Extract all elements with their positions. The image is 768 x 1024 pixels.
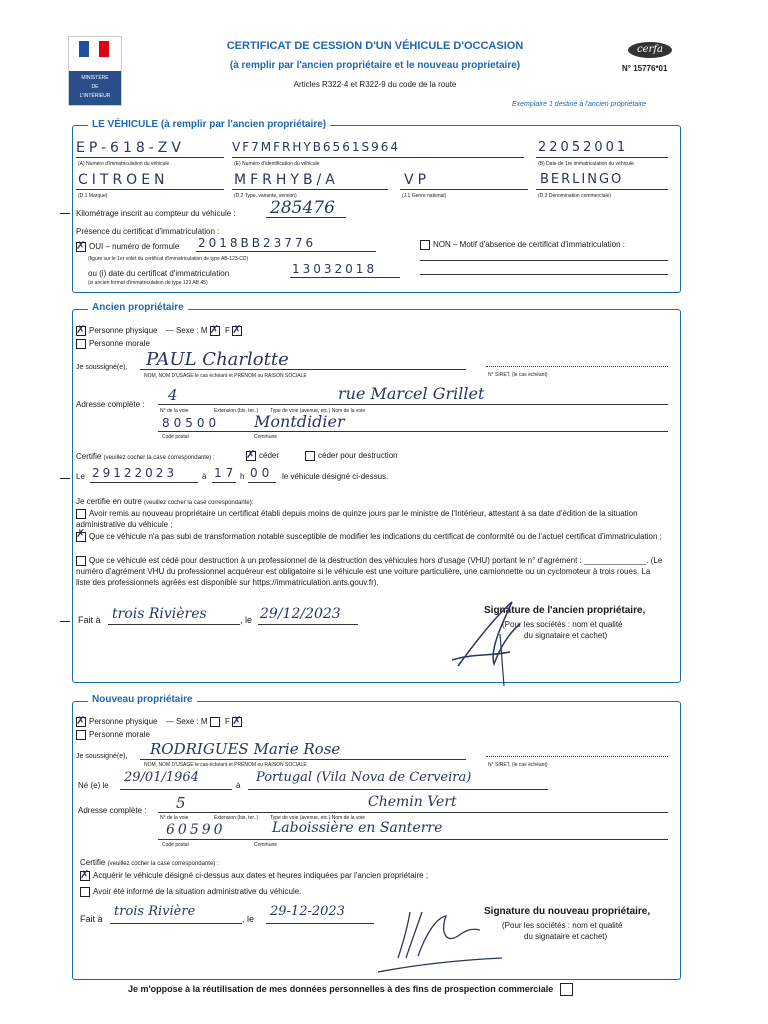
commercial-name-caption: (D.3 Dénomination commerciale) bbox=[538, 193, 612, 199]
ceder-checkbox[interactable] bbox=[246, 451, 256, 461]
seller-h-label: h bbox=[240, 472, 245, 481]
ceder-destruction-label: céder pour destruction bbox=[318, 451, 398, 461]
buyer-check1-checkbox[interactable] bbox=[80, 871, 90, 881]
opt-out-checkbox[interactable] bbox=[560, 983, 573, 996]
ministry-name-line-3: L'INTÉRIEUR bbox=[79, 93, 111, 99]
seller-a-label: à bbox=[202, 472, 207, 481]
ministry-name-line-1: MINISTÈRE bbox=[81, 75, 109, 81]
buyer-siret-caption: N° SIRET, (le cas échéant) bbox=[488, 762, 548, 768]
buyer-sexe-label: — Sexe : M bbox=[165, 717, 208, 727]
form-subtitle: (à remplir par l'ancien propriétaire et le nouveau proprietaire) bbox=[229, 60, 521, 71]
buyer-address-label: Adresse complète : bbox=[78, 806, 147, 815]
oui-checkbox[interactable] bbox=[76, 242, 86, 252]
seller-fait-a: Fait à bbox=[78, 615, 101, 625]
buyer-certifie-label: Certifie bbox=[80, 858, 106, 867]
buyer-physique-label: Personne physique bbox=[89, 717, 158, 727]
seller-check1-row[interactable] bbox=[76, 508, 666, 530]
buyer-born-date: 29/01/1964 bbox=[124, 770, 199, 785]
seller-street-name: rue Marcel Grillet bbox=[338, 384, 485, 403]
seller-soussigne-label: Je soussigné(e), bbox=[76, 364, 128, 371]
seller-morale-label: Personne morale bbox=[89, 339, 150, 349]
seller-physique-label: Personne physique bbox=[89, 326, 158, 336]
buyer-check1-text: Acquérir le véhicule désigné ci-dessus aux dates et heures indiquées par l'ancien propriétaire ; bbox=[93, 871, 429, 881]
buyer-f-label: F bbox=[225, 717, 230, 727]
seller-address-label: Adresse complète : bbox=[76, 400, 145, 409]
seller-morale-checkbox[interactable] bbox=[76, 339, 86, 349]
buyer-check2-text: Avoir été informé de la situation administrative du véhicule. bbox=[93, 887, 302, 897]
seller-transfer-date: 29122023 bbox=[92, 466, 178, 480]
seller-postal-caption: Code postal bbox=[162, 434, 189, 440]
buyer-m-checkbox[interactable] bbox=[210, 717, 220, 727]
buyer-name-value: RODRIGUES Marie Rose bbox=[150, 740, 341, 758]
mileage-value: 285476 bbox=[270, 198, 335, 218]
seller-sign-date: 29/12/2023 bbox=[260, 606, 341, 622]
seller-signature bbox=[440, 594, 550, 690]
buyer-street-name: Chemin Vert bbox=[368, 794, 457, 810]
seller-signature-title: Signature de l'ancien propriétaire, bbox=[484, 605, 646, 616]
registration-caption: (A) Numéro d'immatriculation du véhicule bbox=[78, 161, 170, 167]
buyer-signature-note1: (Pour les sociétés : nom et qualité bbox=[502, 921, 623, 930]
buyer-type-voie-caption: Type de voie (avenue, etc.) Nom de la voie bbox=[270, 815, 366, 821]
buyer-f-checkbox[interactable] bbox=[232, 717, 242, 727]
seller-m-checkbox[interactable] bbox=[210, 326, 220, 336]
formule-value: 2018BB23776 bbox=[198, 236, 317, 250]
buyer-soussigne-label: Je soussigné(e), bbox=[76, 753, 128, 760]
cerfa-logo: cerfa bbox=[628, 42, 672, 58]
seller-check3-row[interactable] bbox=[76, 555, 666, 588]
ceder-destruction-option[interactable] bbox=[305, 451, 398, 461]
form-title: CERTIFICAT DE CESSION D'UN VÉHICULE D'OCCASION bbox=[226, 40, 524, 52]
buyer-check2-checkbox[interactable] bbox=[80, 887, 90, 897]
non-label: NON – Motif d'absence de certificat d'immatriculation : bbox=[433, 240, 626, 250]
buyer-born-label: Né (e) le bbox=[78, 781, 109, 790]
buyer-certifie-small: (veuillez cocher la case correspondante) : bbox=[107, 861, 219, 867]
cerfa-number: N° 15776*01 bbox=[622, 64, 668, 73]
seller-physique-checkbox[interactable] bbox=[76, 326, 86, 336]
seller-f-label: F bbox=[225, 326, 230, 336]
genre-value: VP bbox=[404, 172, 431, 188]
date-label: ou (i) date du certificat d'immatriculation bbox=[88, 269, 230, 278]
seller-commune: Montdidier bbox=[254, 412, 345, 431]
buyer-certifie bbox=[80, 858, 219, 867]
seller-check1-checkbox[interactable] bbox=[76, 509, 86, 519]
seller-transfer-minute: 00 bbox=[250, 466, 274, 480]
seller-physique-option[interactable] bbox=[76, 326, 245, 336]
brand-value: CITROEN bbox=[78, 172, 169, 188]
type-caption: (D.2 Type, variante, version) bbox=[234, 193, 297, 199]
seller-signature-note2: du signataire et cachet) bbox=[524, 631, 608, 640]
seller-section-title: Ancien propriétaire bbox=[88, 302, 188, 313]
buyer-no-voie-caption: N° de la voie bbox=[160, 815, 189, 821]
buyer-physique-checkbox[interactable] bbox=[76, 717, 86, 727]
oui-option[interactable] bbox=[76, 242, 179, 252]
seller-check2-checkbox[interactable] bbox=[76, 532, 86, 542]
seller-no-voie-caption: N° de la voie bbox=[160, 408, 189, 414]
buyer-signature-note2: du signataire et cachet) bbox=[524, 932, 608, 941]
oui-label: OUI – numéro de formule bbox=[89, 242, 180, 252]
non-option[interactable] bbox=[420, 240, 625, 250]
seller-commune-caption: Commune bbox=[254, 434, 278, 440]
date-value: 13032018 bbox=[292, 262, 378, 276]
seller-certifie-outre-label: Je certifie en outre bbox=[76, 497, 142, 506]
seller-certifie-small: (veuillez cocher la case correspondante) : bbox=[103, 455, 215, 461]
opt-out-label: Je m'oppose à la réutilisation de mes données personnelles à des fins de prospection commerciale bbox=[128, 983, 554, 994]
seller-check3-checkbox[interactable] bbox=[76, 556, 86, 566]
mileage-label: Kilométrage inscrit au compteur du véhicule : bbox=[76, 209, 236, 218]
ceder-destruction-checkbox[interactable] bbox=[305, 451, 315, 461]
seller-transfer-hour: 17 bbox=[214, 466, 238, 480]
seller-place: trois Rivières bbox=[112, 606, 207, 622]
seller-le: , le bbox=[240, 615, 253, 625]
buyer-postal-caption: Code postal bbox=[162, 842, 189, 848]
presence-label: Présence du certificat d'immatriculation : bbox=[76, 227, 220, 236]
registration-value: EP-618-ZV bbox=[76, 140, 185, 156]
buyer-postal-code: 60590 bbox=[166, 822, 226, 838]
seller-f-checkbox[interactable] bbox=[232, 326, 242, 336]
seller-check3-text: Que ce véhicule est cédé pour destruction à un professionnel de la destruction des véhicules hors d'usage (VHU) portant le n° d'agrément : ______________. (Le numéro d'agrément VHU du professionnel acquéreur est obligatoire si le véhicule est une voiture particulière, une camionnette ou un cyclomoteur à trois roues. La liste des professionnels agréés est disponible sur https://immatriculation.ants.gouv.fr). bbox=[76, 556, 663, 587]
ministry-name-line-2: DE bbox=[91, 84, 99, 90]
flag-icon bbox=[79, 41, 109, 57]
buyer-section-title: Nouveau propriétaire bbox=[88, 694, 197, 705]
buyer-le: , le bbox=[242, 914, 255, 924]
seller-check2-row[interactable] bbox=[76, 531, 666, 542]
seller-name-value: PAUL Charlotte bbox=[146, 349, 289, 370]
seller-certifie-outre bbox=[76, 497, 253, 506]
ceder-label: céder bbox=[259, 451, 280, 461]
ceder-option[interactable] bbox=[246, 451, 279, 461]
seller-signature-note1: (Pour les sociétés : nom et qualité bbox=[502, 620, 623, 629]
buyer-morale-label: Personne morale bbox=[89, 730, 150, 740]
type-value: MFRHYB/A bbox=[234, 172, 339, 188]
buyer-street-number: 5 bbox=[176, 794, 186, 812]
buyer-sign-date: 29-12-2023 bbox=[270, 904, 345, 919]
buyer-check1-row[interactable] bbox=[80, 871, 428, 881]
brand-caption: (D.1 Marque) bbox=[78, 193, 108, 199]
first-registration-value: 22052001 bbox=[538, 140, 629, 155]
non-checkbox[interactable] bbox=[420, 240, 430, 250]
buyer-birthplace: Portugal (Vila Nova de Cerveira) bbox=[256, 770, 472, 785]
ministry-logo bbox=[68, 36, 122, 106]
vehicle-section-title: LE VÉHICULE (à remplir par l'ancien propriétaire) bbox=[88, 119, 330, 130]
seller-extension-caption: Extension (bis, ter..) bbox=[214, 408, 259, 414]
seller-postal-code: 80500 bbox=[162, 416, 221, 430]
seller-morale-option[interactable] bbox=[76, 339, 150, 349]
formule-caption: (figure sur le 1er volet du certificat d'immatriculation de type AB-123-CD) bbox=[88, 256, 249, 262]
buyer-signature bbox=[370, 900, 510, 980]
buyer-signature-title: Signature du nouveau propriétaire, bbox=[484, 906, 651, 917]
buyer-extension-caption: Extension (bis, ter..) bbox=[214, 815, 259, 821]
seller-sexe-label: — Sexe : M bbox=[165, 326, 208, 336]
seller-check1-text: Avoir remis au nouveau propriétaire un certificat établi depuis moins de quinze jours par le ministre de l'Intérieur, attestant à sa date d'édition de la situation administrative du véhicule ; bbox=[76, 509, 638, 529]
opt-out-row[interactable] bbox=[128, 983, 576, 996]
form-articles: Articles R322-4 et R322-9 du code de la route bbox=[293, 80, 457, 89]
first-registration-caption: (B) Date de 1re immatriculation du véhicule bbox=[538, 161, 634, 167]
buyer-commune-caption: Commune bbox=[254, 842, 278, 848]
seller-certifie bbox=[76, 452, 215, 461]
vin-value: VF7MFRHYB6561S964 bbox=[232, 140, 400, 154]
seller-name-caption: NOM, NOM D'USAGE le cas échéant et PRÉNOM ou RAISON SOCIALE bbox=[144, 373, 307, 379]
buyer-place: trois Rivière bbox=[114, 904, 196, 919]
seller-check2-text: Que ce véhicule n'a pas subi de transformation notable susceptible de modifier les indications du certificat de conformité ou de l'actuel certificat d'immatriculation ; bbox=[89, 532, 662, 541]
genre-caption: (J.1 Genre national) bbox=[402, 193, 447, 199]
seller-street-number: 4 bbox=[168, 386, 178, 404]
seller-siret-caption: N° SIRET, (le cas échéant) bbox=[488, 372, 548, 378]
buyer-morale-checkbox[interactable] bbox=[76, 730, 86, 740]
date-caption: (si ancien format d'immatriculation de type 123 AB 45) bbox=[88, 280, 208, 286]
seller-certifie-outre-small: (veuillez cocher la case correspondante): bbox=[144, 500, 254, 506]
vin-caption: (E) Numéro d'identification du véhicule bbox=[234, 161, 320, 167]
seller-vehicle-designated: le véhicule désigné ci-dessus. bbox=[282, 472, 389, 481]
buyer-check2-row[interactable] bbox=[80, 887, 301, 897]
seller-le-label: Le bbox=[76, 472, 85, 481]
buyer-fait-a: Fait à bbox=[80, 914, 103, 924]
buyer-name-caption: NOM, NOM D'USAGE le cas échéant et PRÉNOM ou RAISON SOCIALE bbox=[144, 762, 307, 768]
buyer-commune: Laboissière en Santerre bbox=[272, 820, 443, 836]
seller-certifie-label: Certifie bbox=[76, 452, 102, 461]
buyer-a-label: à bbox=[236, 781, 241, 790]
seller-type-voie-caption: Type de voie (avenue, etc.) Nom de la voie bbox=[270, 408, 366, 414]
buyer-physique-option[interactable] bbox=[76, 717, 245, 727]
exemplaire-note: Exemplaire 1 destiné à l'ancien propriétaire bbox=[512, 101, 647, 108]
buyer-morale-option[interactable] bbox=[76, 730, 150, 740]
commercial-name-value: BERLINGO bbox=[540, 172, 624, 187]
